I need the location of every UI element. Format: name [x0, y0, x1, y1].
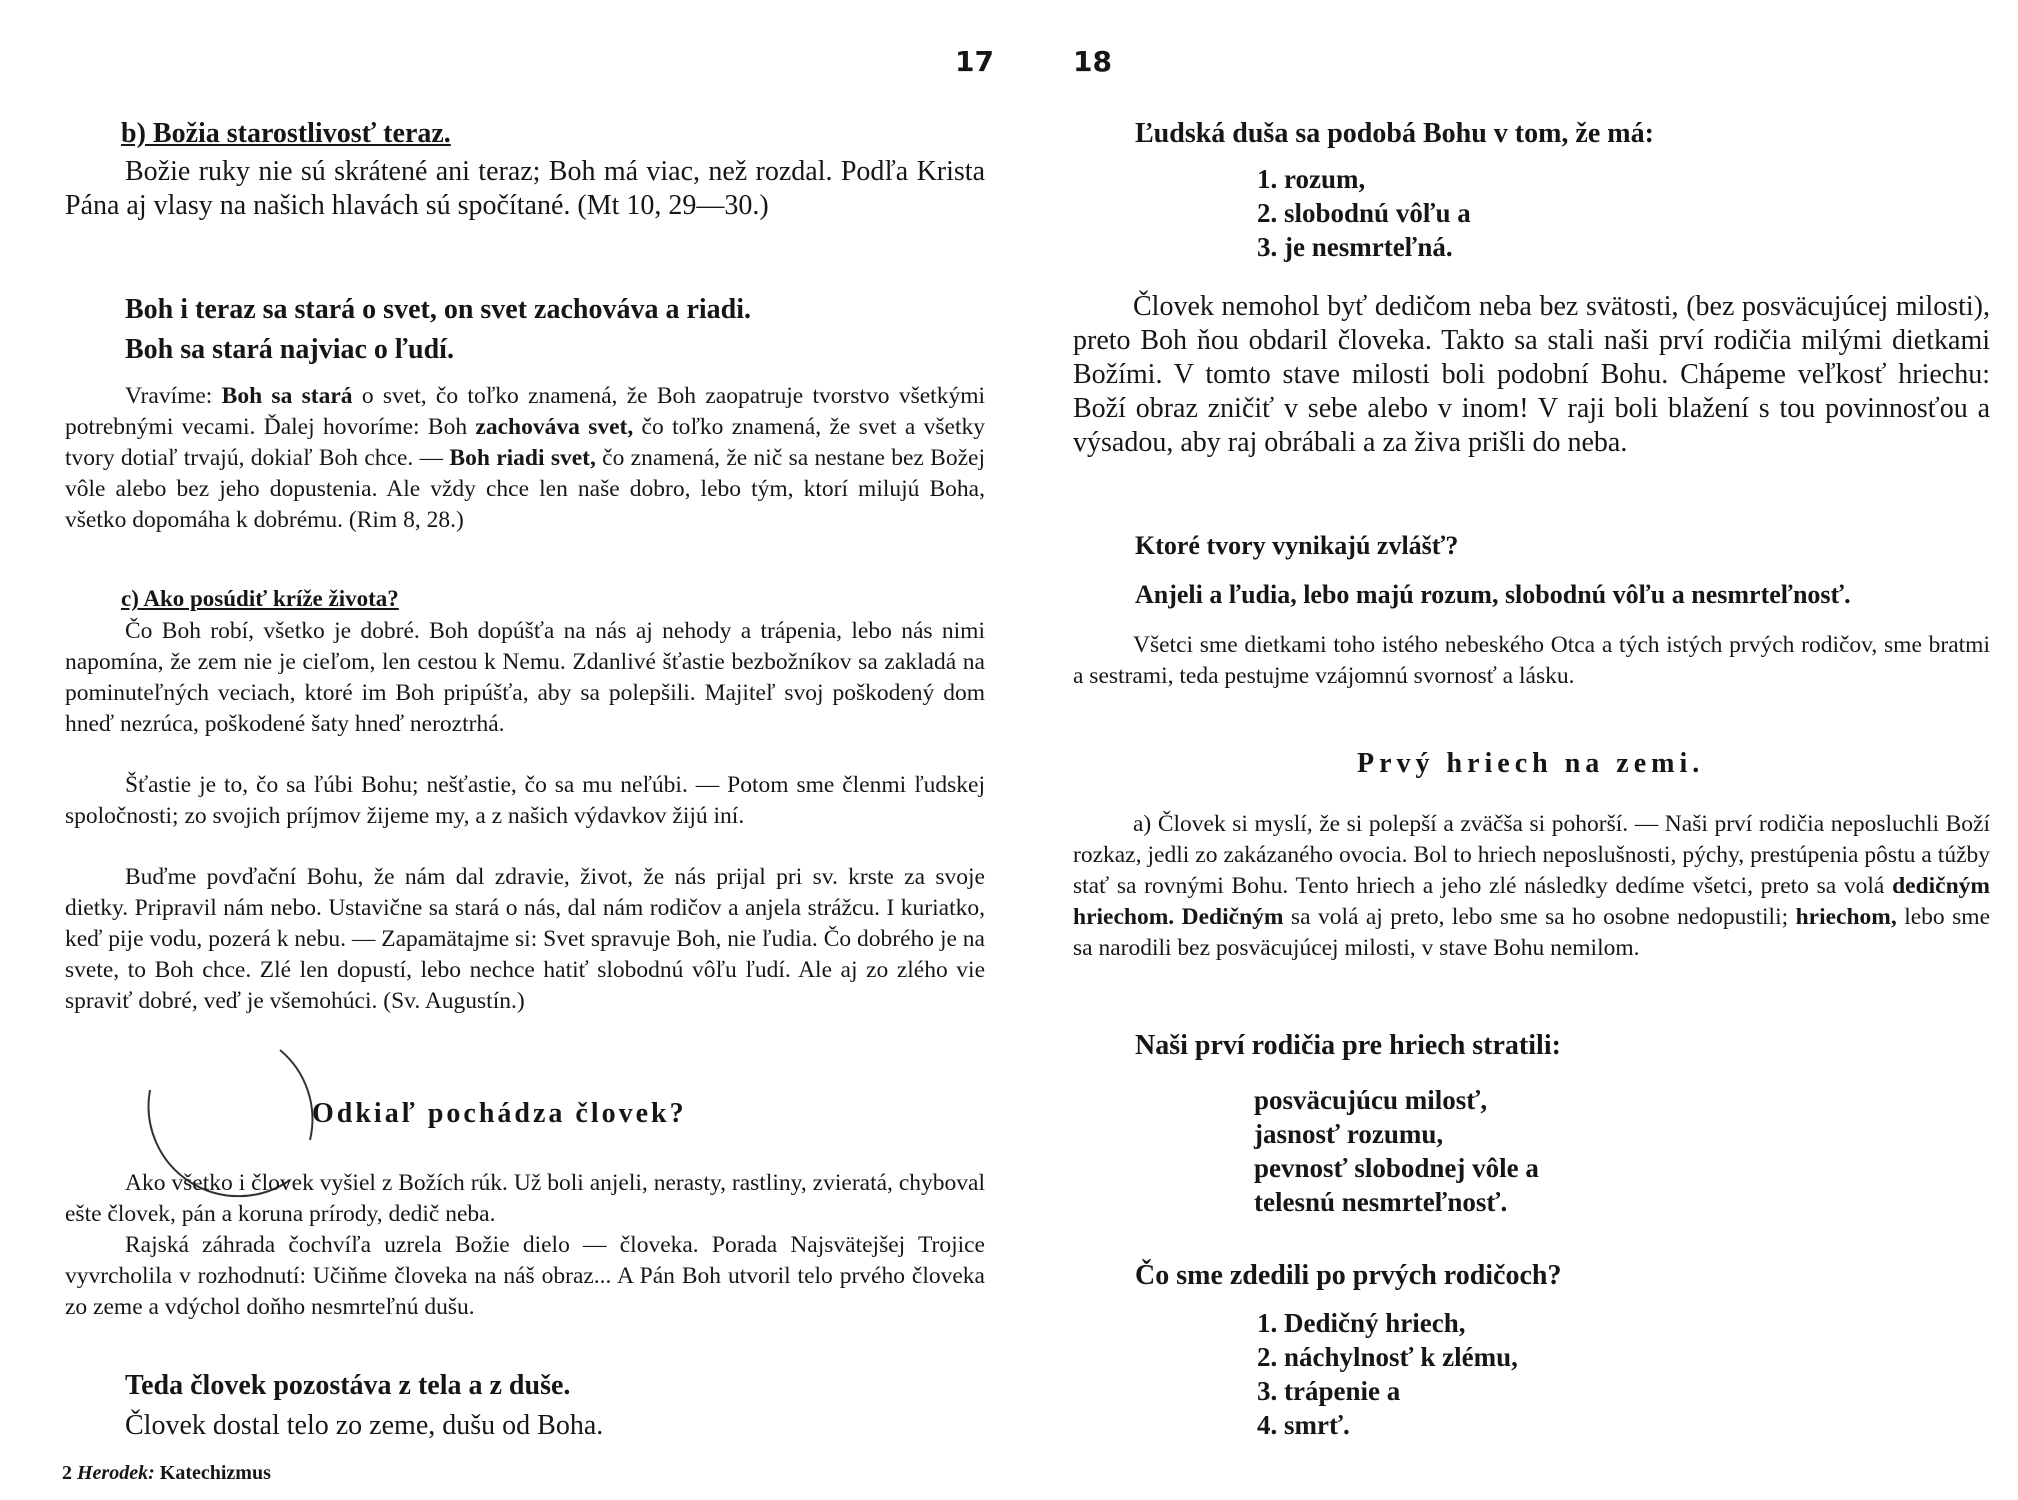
bold-text: Boh riadi svet, [449, 445, 596, 471]
section-c-paragraph-3: Buďme povďační Bohu, že nám dal zdravie, život, že nás prijal pri sv. krste za svoje dietky. Pripravil nám nebo. Ustavične sa stará o nás, dal nám rodičov a anjela strážcu. I kuriatko, keď pije vodu, pozerá k nebu. — Zapamätajme si: Svet spravuje Boh, nie ľudia. Čo dobrého je na svete, to Boh chce. Zlé len dopustí, lebo nechce hatiť slobodnú vôľu ľudí. Ale aj zo zlého vie spraviť dobré, veď je všemohúci. (Sv. Augustín.) [65, 864, 985, 1014]
soul-list [1257, 162, 1471, 264]
first-sin-heading: Prvý hriech na zemi. [1357, 748, 1705, 779]
text [1174, 904, 1181, 930]
list-item: 1. rozum, [1257, 164, 1366, 194]
doctrine-body-soul: Teda človek pozostáva z tela a z duše. [125, 1370, 571, 1401]
inherited-heading: Čo sme zdedili po prvých rodičoch? [1135, 1260, 1562, 1291]
list-item: jasnosť rozumu, [1254, 1119, 1444, 1149]
list-item: posväcujúcu milosť, [1254, 1085, 1488, 1115]
text: sa volá aj preto, lebo sme sa ho osobne nedopustili; [1283, 904, 1796, 930]
section-b-heading: b) Božia starostlivosť teraz. [121, 118, 451, 149]
bold-text: dedičným hriechom. [1073, 873, 1990, 930]
holiness-paragraph: Človek nemohol byť dedičom neba bez svätosti, (bez posväcujúcej milosti), preto Boh ňou obdaril človeka. Takto sa stali naši prví rodičia milými dietkami Božími. V tomto stave milosti boli podobní Bohu. Chápeme veľkosť hriechu: Boží obraz zničiť v sebe alebo v inom! V raji boli blažení s tou povinnosťou a výsadou, aby raj obrábali a za živa prišli do neba. [1073, 291, 1990, 458]
lost-list [1254, 1083, 1539, 1219]
bold-text: Boh sa stará [221, 383, 353, 409]
section-b-paragraph: Božie ruky nie sú skrátené ani teraz; Boh má viac, než rozdal. Podľa Krista Pána aj vlasy na našich hlavách sú spočítané. (Mt 10, 29—30.) [65, 156, 985, 221]
first-sin-paragraph [1073, 809, 1990, 964]
footer-title: Katechizmus [159, 1462, 271, 1484]
man-origin-paragraph-1: Ako všetko i človek vyšiel z Božích rúk. Už boli anjeli, nerasty, rastliny, zvieratá, chyboval ešte človek, pán a koruna prírody, dedič neba. [65, 1170, 985, 1227]
list-item: 3. trápenie a [1257, 1376, 1401, 1406]
list-item: 3. je nesmrteľná. [1257, 232, 1453, 262]
list-item: pevnosť slobodnej vôle a [1254, 1153, 1539, 1183]
list-item: 2. slobodnú vôľu a [1257, 198, 1471, 228]
providence-explanation [65, 381, 985, 536]
doctrine-origin: Človek dostal telo zo zeme, dušu od Boha. [125, 1410, 604, 1441]
man-origin-heading: Odkiaľ pochádza človek? [312, 1098, 687, 1129]
list-item: 2. náchylnosť k zlému, [1257, 1342, 1518, 1372]
inherited-list [1257, 1306, 1518, 1442]
bold-text: zachováva svet, [475, 414, 634, 440]
text: čo znamená, že nič sa nestane bez Božej vôle alebo bez jeho dopustenia. Ale vždy chce len naše dobro, lebo tým, ktorí milujú Boha, všetko dopomáha k dobrému. (Rim 8, 28.) [65, 445, 985, 533]
text: a) Človek si myslí, že si polepší a zväčša si pohorší. — Naši prví rodičia neposluchli Boží rozkaz, jedli zo zakázaného ovocia. Bol to hriech neposlušnosti, pýchy, prestúpenia pôstu a túžby stať sa rovnými Bohu. Tento hriech a jeho zlé následky dedíme všetci, preto sa volá [1073, 811, 1990, 899]
creatures-note: Všetci sme dietkami toho istého nebeského Otca a tých istých prvých rodičov, sme bratmi a sestrami, teda pestujme vzájomnú svornosť a lásku. [1073, 632, 1990, 689]
page-number-right: 18 [1073, 45, 1112, 78]
footer-author: Herodek: [77, 1462, 155, 1484]
section-c-paragraph-2: Šťastie je to, čo sa ľúbi Bohu; nešťastie, čo sa mu neľúbi. — Potom sme členmi ľudskej spoločnosti; zo svojich príjmov žijeme my, a z našich výdavkov žijú iní. [65, 772, 985, 829]
text: Vravíme: [125, 383, 222, 409]
list-item: 4. smrť. [1257, 1410, 1350, 1440]
lost-heading: Naši prví rodičia pre hriech stratili: [1135, 1030, 1561, 1061]
page-number-left: 17 [955, 45, 994, 78]
creatures-answer: Anjeli a ľudia, lebo majú rozum, slobodnú vôľu a nesmrteľnosť. [1135, 580, 1851, 609]
text: lebo sme sa narodili bez posväcujúcej milosti, v stave Bohu nemilom. [1073, 904, 1990, 961]
page-footer [62, 1462, 271, 1485]
footer-number: 2 [62, 1462, 72, 1484]
list-item: telesnú nesmrteľnosť. [1254, 1187, 1508, 1217]
creatures-question: Ktoré tvory vynikajú zvlášť? [1135, 531, 1459, 560]
section-c-paragraph-1: Čo Boh robí, všetko je dobré. Boh dopúšťa na nás aj nehody a trápenia, lebo nás nimi napomína, že zem nie je cieľom, len cestou k Nemu. Zdanlivé šťastie bezbožníkov sa zakladá na pominuteľných veciach, ktoré im Boh pripúšťa, aby sa polepšili. Majiteľ svoj poškodený dom hneď nezrúca, poškodené šaty hneď neroztrhá. [65, 618, 985, 737]
soul-heading: Ľudská duša sa podobá Bohu v tom, že má: [1135, 118, 1654, 149]
man-origin-paragraph-2: Rajská záhrada čochvíľa uzrela Božie dielo — človeka. Porada Najsvätejšej Trojice vyvrcholila v rozhodnutí: Učiňme človeka na náš obraz... A Pán Boh utvoril telo prvého človeka zo zeme a vdýchol doňho nesmrteľnú dušu. [65, 1232, 985, 1320]
text: o svet, čo toľko znamená, že Boh zaopatruje tvorstvo všetkými potrebnými vecami. Ďalej hovoríme: Boh [65, 383, 985, 440]
doctrine-providence: Boh i teraz sa stará o svet, on svet zachováva a riadi. [125, 294, 752, 325]
bold-text: Dedičným [1181, 904, 1284, 930]
bold-text: hriechom, [1795, 904, 1897, 930]
section-c-heading: c) Ako posúdiť kríže života? [121, 586, 399, 611]
list-item: 1. Dedičný hriech, [1257, 1308, 1466, 1338]
doctrine-people: Boh sa stará najviac o ľudí. [125, 334, 454, 365]
text: čo toľko znamená, že svet a všetky tvory dotiaľ trvajú, dokiaľ Boh chce. — [65, 414, 985, 471]
